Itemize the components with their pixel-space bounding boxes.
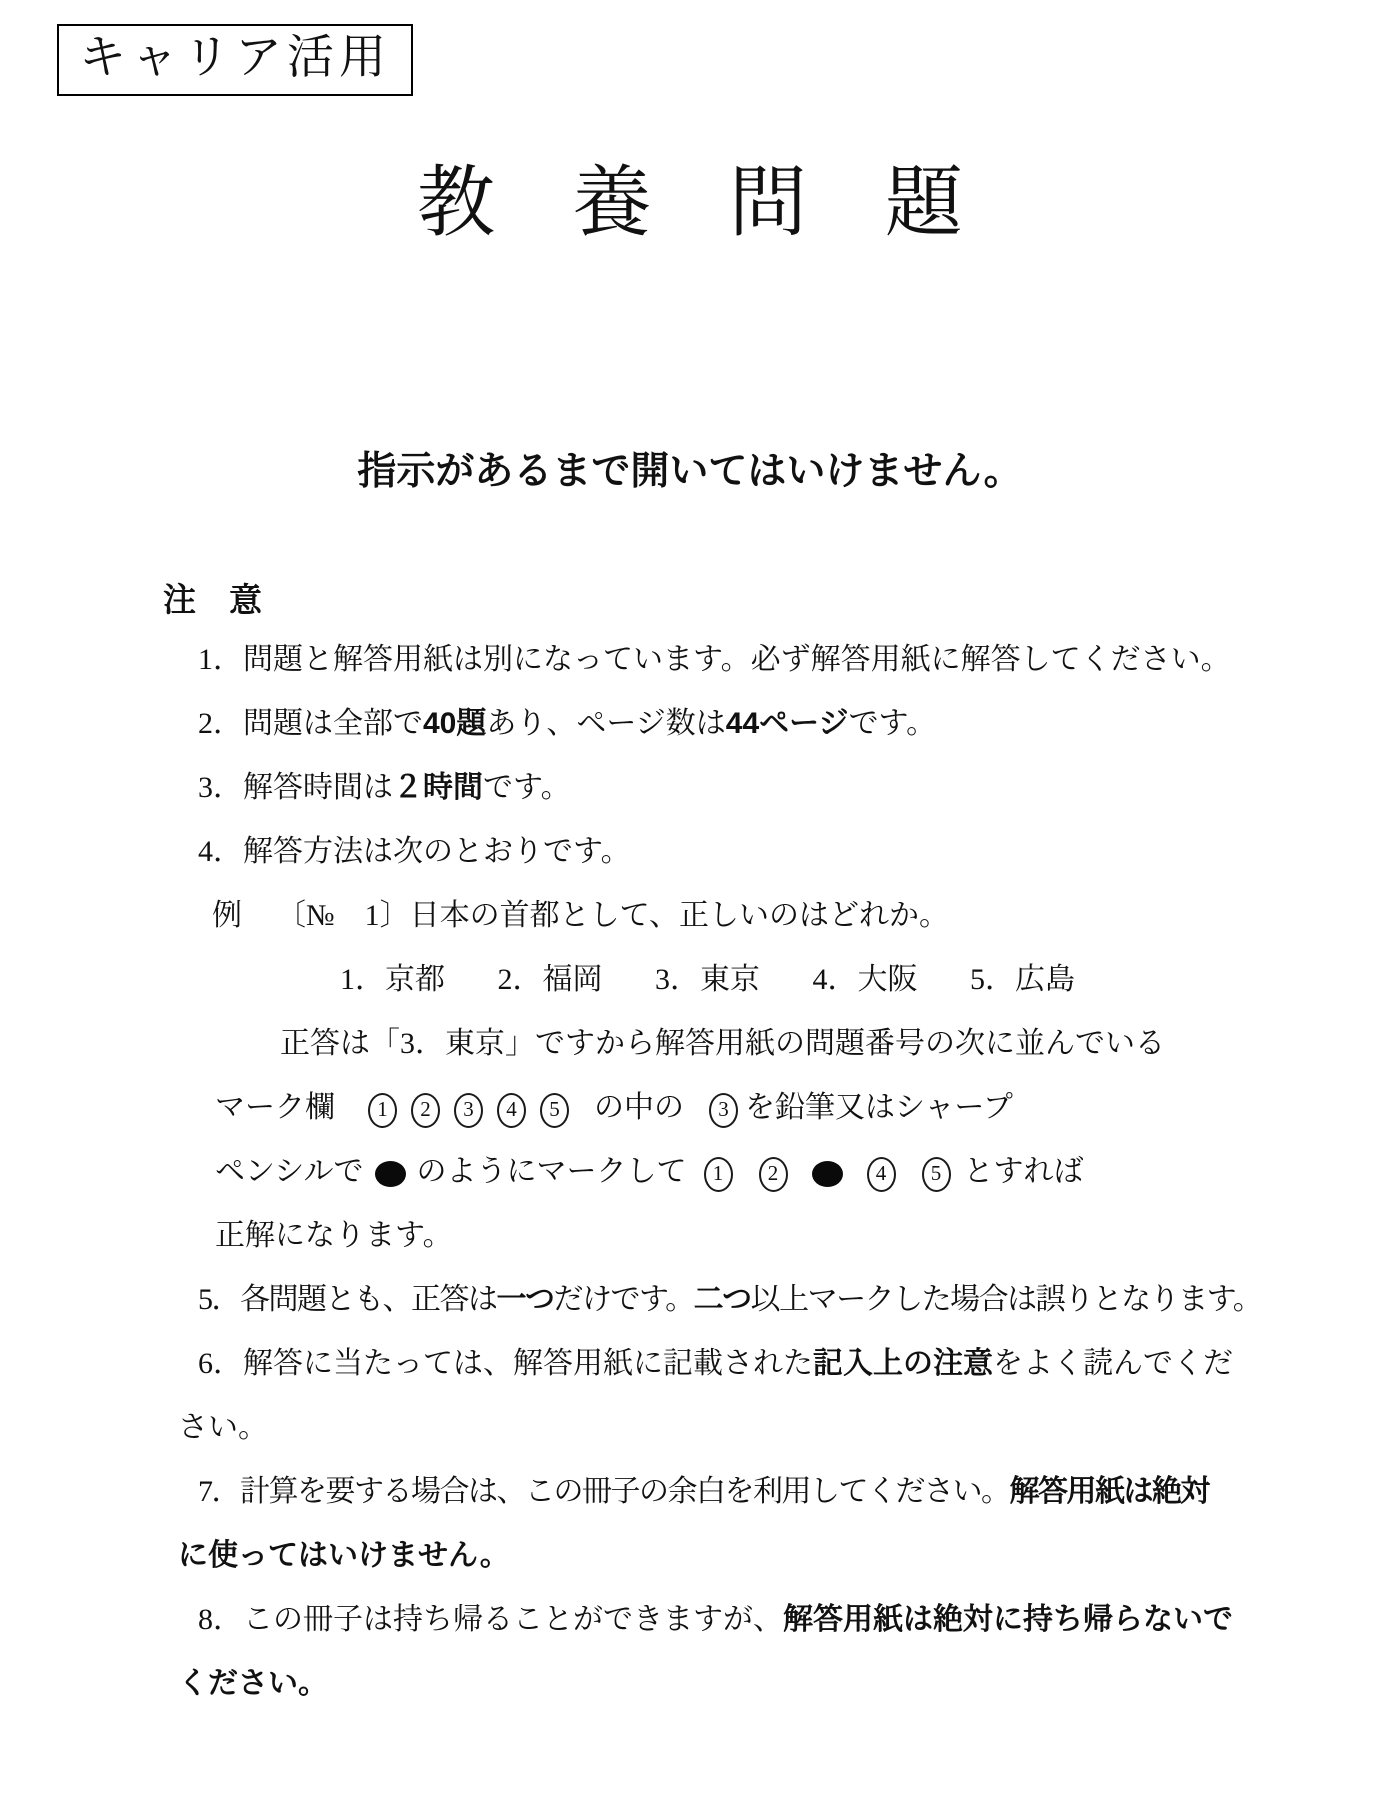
item-number: 5． — [198, 1283, 240, 1316]
notice-item-6-cont: さい。 — [178, 1411, 268, 1444]
pencil-bubble-4-icon: 4 — [867, 1157, 896, 1192]
item-number: 4． — [198, 835, 243, 868]
item-number: 2． — [198, 707, 243, 740]
pencil-bubble-1-icon: 1 — [704, 1157, 733, 1192]
item-text: 各問題とも、正答は一つだけです。二つ以上マークした場合は誤りとなります。 — [240, 1283, 1262, 1316]
example-label: 例 — [212, 899, 242, 932]
example-answer-line: 正答は「3．東京」ですから解答用紙の問題番号の次に並んでいる — [280, 1027, 1165, 1060]
notice-heading: 注 意 — [163, 581, 262, 618]
notice-item-8-cont: ください。 — [178, 1667, 328, 1700]
mark-bubble-selected-icon: 3 — [709, 1093, 738, 1128]
mark-bubble-2-icon: 2 — [411, 1093, 440, 1128]
option-3: 3．東京 — [655, 963, 760, 996]
notice-item-2 — [0, 692, 1380, 756]
item-number: 1． — [198, 643, 243, 676]
notice-item-4 — [0, 820, 1380, 884]
notice-item-5 — [0, 1268, 1380, 1332]
pencil-bubble-5-icon: 5 — [922, 1157, 951, 1192]
item-text: 計算を要する場合は、この冊子の余白を利用してください。解答用紙は絶対 — [240, 1475, 1209, 1508]
item-text: 解答時間は２時間です。 — [243, 771, 571, 804]
pencil-bubble-2-icon: 2 — [759, 1157, 788, 1192]
item-number: 3． — [198, 771, 243, 804]
example-question: 〔№ 1〕日本の首都として、正しいのはどれか。 — [276, 899, 950, 932]
mark-bubble-1-icon: 1 — [368, 1093, 397, 1128]
example-question-line — [0, 884, 1380, 948]
item-text: この冊子は持ち帰ることができますが、解答用紙は絶対に持ち帰らないで — [243, 1603, 1233, 1636]
option-2: 2．福岡 — [497, 963, 603, 996]
mark-bubble-4-icon: 4 — [497, 1093, 526, 1128]
mark-column-label: マーク欄 — [215, 1091, 335, 1124]
item-text: 解答方法は次のとおりです。 — [243, 835, 631, 868]
do-not-open-warning: 指示があるまで開いてはいけません。 — [357, 450, 1023, 493]
pencil-suffix-text: とすれば — [963, 1155, 1084, 1188]
notice-list — [0, 628, 1380, 1716]
option-1: 1．京都 — [340, 963, 445, 996]
example-pencil-row — [0, 1140, 1380, 1204]
notice-item-7-cont: に使ってはいけません。 — [178, 1539, 510, 1572]
item-text: 問題と解答用紙は別になっています。必ず解答用紙に解答してください。 — [243, 643, 1231, 676]
item-text: 問題は全部で40題あり、ページ数は44ページです。 — [243, 707, 937, 740]
filled-mark-icon — [375, 1161, 406, 1187]
filled-mark-3-icon — [812, 1161, 843, 1187]
pencil-prefix-text: ペンシルで — [215, 1155, 364, 1188]
category-box — [57, 24, 413, 96]
notice-item-8 — [0, 1588, 1380, 1652]
mark-bubble-3-icon: 3 — [454, 1093, 483, 1128]
item-number: 8． — [198, 1603, 243, 1636]
category-label: キャリア活用 — [79, 32, 391, 84]
example-options-line — [0, 948, 1380, 1012]
option-5: 5．広島 — [970, 963, 1075, 996]
option-4: 4．大阪 — [812, 963, 918, 996]
example-mark-row — [0, 1076, 1380, 1140]
page-title: 教 養 問 題 — [416, 159, 963, 246]
mark-suffix-text: を鉛筆又はシャープ — [745, 1091, 1013, 1124]
notice-item-7 — [0, 1460, 1380, 1524]
example-closing-line: 正解になります。 — [215, 1219, 453, 1252]
item-number: 7． — [198, 1475, 240, 1508]
pencil-middle-text: のようにマークして — [416, 1155, 687, 1188]
mark-middle-text: の中の — [594, 1091, 684, 1124]
notice-item-1 — [0, 628, 1380, 692]
mark-bubble-5-icon: 5 — [540, 1093, 569, 1128]
item-text: 解答に当たっては、解答用紙に記載された記入上の注意をよく読んでくだ — [243, 1347, 1233, 1380]
item-number: 6． — [198, 1347, 243, 1380]
notice-item-3 — [0, 756, 1380, 820]
notice-item-6 — [0, 1332, 1380, 1396]
